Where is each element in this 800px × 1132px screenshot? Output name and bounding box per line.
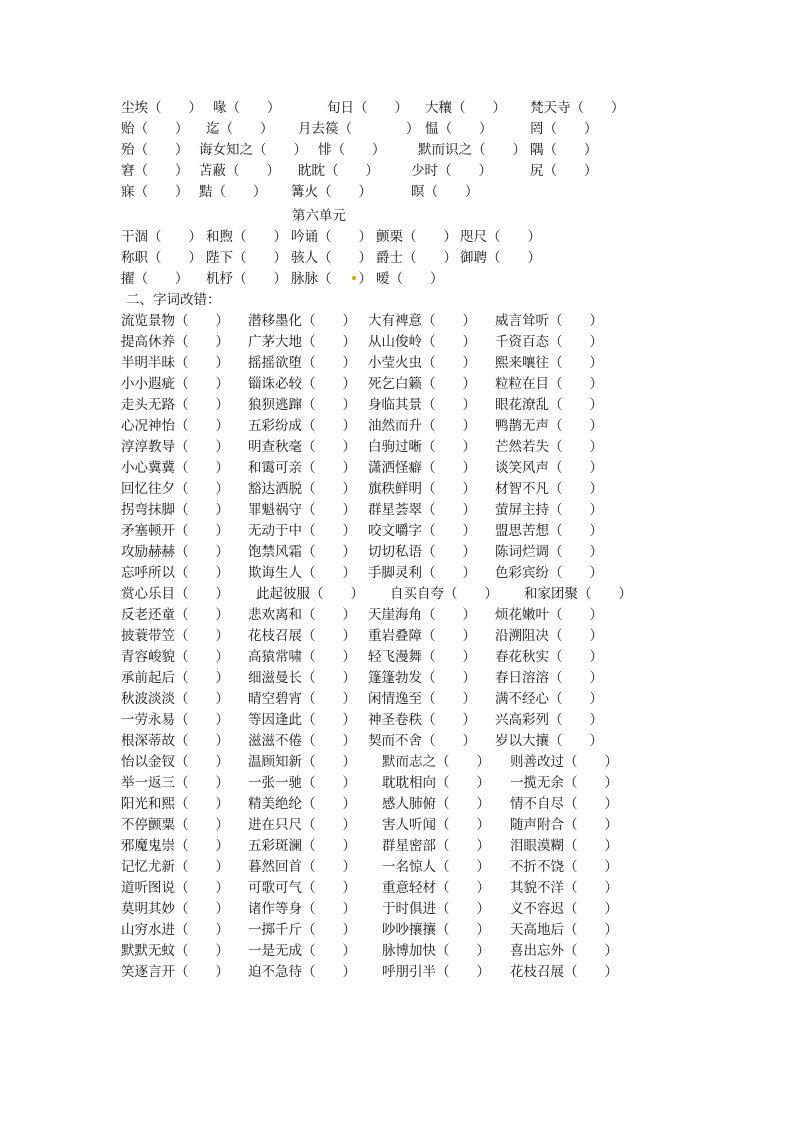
term-item: 谈笑风声（ ） (495, 460, 603, 476)
term-item: 满不经心（ ） (495, 691, 603, 707)
term-item: 御聘（ ） (460, 250, 541, 266)
pinyin-row (0, 182, 800, 202)
term-item: 晴空碧宵（ ） (248, 691, 356, 707)
term-item: 根深蒂故（ ） (121, 733, 229, 749)
term-item: 沿溯阻决（ ） (495, 628, 603, 644)
term-item: 广茅大地（ ） (248, 334, 356, 350)
term-item: 五彩纷成（ ） (248, 418, 356, 434)
term-item: 小心冀冀（ ） (121, 460, 229, 476)
term-item: 盟思苦想（ ） (495, 523, 603, 539)
term-item: 春花秋实（ ） (495, 649, 603, 665)
idiom-row (0, 626, 800, 646)
unit6-row (0, 227, 800, 247)
term-item: 心况神怡（ ） (121, 418, 229, 434)
term-item: 千资百态（ ） (495, 334, 603, 350)
term-item: 忘呼所以（ ） (121, 565, 229, 581)
pinyin-row (0, 98, 800, 118)
pinyin-row (0, 140, 800, 160)
term-item: 嗳（ ） (376, 271, 444, 287)
term-item: 咬文嚼字（ ） (368, 523, 476, 539)
term-item: 随声附合（ ） (510, 817, 618, 833)
term-item: 脉脉（ ） (291, 271, 372, 287)
term-item: 称职（ ） (121, 250, 202, 266)
term-item: 豁达洒脱（ ） (248, 481, 356, 497)
term-item: 欺诲生人（ ） (248, 565, 356, 581)
pinyin-row (0, 119, 800, 139)
idiom-row (0, 458, 800, 478)
idiom-row (0, 794, 800, 814)
term-item: 耽耽相向（ ） (382, 775, 490, 791)
idiom-row (0, 815, 800, 835)
term-item: 神圣卷秩（ ） (368, 712, 476, 728)
term-item: 群星荟翠（ ） (368, 502, 476, 518)
term-item: 记忆尤新（ ） (121, 859, 229, 875)
term-item: 悱（ ） (318, 142, 386, 158)
idiom-row (0, 668, 800, 688)
term-item: 默而识之（ ） (418, 142, 526, 158)
term-item: 花枝召展（ ） (510, 964, 618, 980)
term-item: 重岩叠障（ ） (368, 628, 476, 644)
term-item: 诲女知之（ ） (199, 142, 307, 158)
unit6-row (0, 248, 800, 268)
idiom-row (0, 374, 800, 394)
term-item: 烦花嫩叶（ ） (495, 607, 603, 623)
term-item: 细滋曼长（ ） (248, 670, 356, 686)
term-item: 死乞白籁（ ） (368, 376, 476, 392)
term-item: 饱禁风霜（ ） (248, 544, 356, 560)
term-item: 一劳永易（ ） (121, 712, 229, 728)
term-item: 举一返三（ ） (121, 775, 229, 791)
term-item: 陛下（ ） (206, 250, 287, 266)
term-item: 一掷千斤（ ） (248, 922, 356, 938)
term-item: 走头无路（ ） (121, 397, 229, 413)
term-item: 爵士（ ） (376, 250, 457, 266)
term-item: 滋滋不倦（ ） (248, 733, 356, 749)
term-item: 切切私语（ ） (368, 544, 476, 560)
term-item: 呼朋引半（ ） (382, 964, 490, 980)
term-item: 披蓑带笠（ ） (121, 628, 229, 644)
term-item: 威言耸听（ ） (495, 313, 603, 329)
term-item: 此起彼服（ ） (256, 586, 364, 602)
term-item: 闲情逸至（ ） (368, 691, 476, 707)
term-item: 和霭可亲（ ） (248, 460, 356, 476)
idiom-row (0, 647, 800, 667)
term-item: 温顾知新（ ） (248, 754, 356, 770)
term-item: 明查秋毫（ ） (248, 439, 356, 455)
term-item: 莫明其妙（ ） (121, 901, 229, 917)
term-item: 提高休养（ ） (121, 334, 229, 350)
term-item: 篝火（ ） (291, 184, 372, 200)
term-item: 五彩斑澜（ ） (248, 838, 356, 854)
term-item: 苫蔽（ ） (199, 163, 280, 179)
idiom-row (0, 416, 800, 436)
term-item: 身临其景（ ） (368, 397, 476, 413)
term-item: 默默无蚊（ ） (121, 943, 229, 959)
idiom-row (0, 836, 800, 856)
term-item: 萤屏主持（ ） (495, 502, 603, 518)
term-item: 干涸（ ） (121, 229, 202, 245)
term-item: 矛塞顿开（ ） (121, 523, 229, 539)
term-item: 喜出忘外（ ） (510, 943, 618, 959)
term-item: 默而志之（ ） (382, 754, 490, 770)
term-item: 小莹火虫（ ） (368, 355, 476, 371)
term-item: 芒然若失（ ） (495, 439, 603, 455)
term-item: 笑逐言开（ ） (121, 964, 229, 980)
idiom-row (0, 542, 800, 562)
term-item: 白驹过晰（ ） (368, 439, 476, 455)
term-item: 等因逢此（ ） (248, 712, 356, 728)
term-item: 一名惊人（ ） (382, 859, 490, 875)
term-item: 吟诵（ ） (291, 229, 372, 245)
idiom-row (0, 395, 800, 415)
term-item: 攻励赫赫（ ） (121, 544, 229, 560)
term-item: 一是无成（ ） (248, 943, 356, 959)
idiom-row (0, 563, 800, 583)
term-item: 脉博加快（ ） (382, 943, 490, 959)
term-item: 花枝召展（ ） (248, 628, 356, 644)
term-item: 眈眈（ ） (298, 163, 379, 179)
term-item: 和家团聚（ ） (524, 586, 632, 602)
term-item: 锱诛必较（ ） (248, 376, 356, 392)
term-item: 油然而升（ ） (368, 418, 476, 434)
term-item: 眼花潦乱（ ） (495, 397, 603, 413)
term-item: 拐弯抹脚（ ） (121, 502, 229, 518)
term-item: 邪魔鬼崇（ ） (121, 838, 229, 854)
term-item: 怡以金钗（ ） (121, 754, 229, 770)
term-item: 反老还童（ ） (121, 607, 229, 623)
term-item: 熙来嚷往（ ） (495, 355, 603, 371)
term-item: 进在只尺（ ） (248, 817, 356, 833)
term-item: 阳光和熙（ ） (121, 796, 229, 812)
idiom-row (0, 479, 800, 499)
idiom-row (0, 899, 800, 919)
idiom-row (0, 332, 800, 352)
term-item: 悲欢离和（ ） (248, 607, 356, 623)
term-item: 其貌不洋（ ） (510, 880, 618, 896)
term-item: 吵吵攘攘（ ） (382, 922, 490, 938)
term-item: 潇洒怪癖（ ） (368, 460, 476, 476)
term-item: 罪魁祸守（ ） (248, 502, 356, 518)
term-item: 一揽无余（ ） (510, 775, 618, 791)
idiom-row (0, 857, 800, 877)
unit-title: 第六单元 (292, 208, 346, 224)
term-item: 不折不饶（ ） (510, 859, 618, 875)
term-item: 小小遐疵（ ） (121, 376, 229, 392)
term-item: 隅（ ） (530, 142, 598, 158)
term-item: 赏心乐目（ ） (121, 586, 229, 602)
idiom-row (0, 752, 800, 772)
term-item: 流览景物（ ） (121, 313, 229, 329)
term-item: 青容峻貌（ ） (121, 649, 229, 665)
term-item: 从山俊岭（ ） (368, 334, 476, 350)
term-item: 群星密部（ ） (382, 838, 490, 854)
idiom-row (0, 584, 800, 604)
term-item: 承前起后（ ） (121, 670, 229, 686)
term-item: 骇人（ ） (291, 250, 372, 266)
term-item: 篷篷勃发（ ） (368, 670, 476, 686)
term-item: 轻飞漫舞（ ） (368, 649, 476, 665)
term-item: 暝（ ） (411, 184, 479, 200)
term-item: 色彩宾纷（ ） (495, 565, 603, 581)
term-item: 尘埃（ ） (121, 100, 202, 116)
term-item: 殆（ ） (121, 142, 189, 158)
term-item: 狼狈逃蹿（ ） (248, 397, 356, 413)
term-item: 秋波淡淡（ ） (121, 691, 229, 707)
term-item: 义不容迟（ ） (510, 901, 618, 917)
idiom-row (0, 731, 800, 751)
term-item: 山穷水进（ ） (121, 922, 229, 938)
term-item: 不停颤粟（ ） (121, 817, 229, 833)
term-item: 迄（ ） (206, 121, 274, 137)
term-item: 鸭鹊无声（ ） (495, 418, 603, 434)
term-item: 材智不凡（ ） (495, 481, 603, 497)
term-item: 愠（ ） (425, 121, 493, 137)
term-item: 于时俱进（ ） (382, 901, 490, 917)
idiom-row (0, 521, 800, 541)
idiom-row (0, 689, 800, 709)
idiom-row (0, 920, 800, 940)
term-item: 大有裨意（ ） (368, 313, 476, 329)
term-item: 春日溶溶（ ） (495, 670, 603, 686)
term-item: 诸作等身（ ） (248, 901, 356, 917)
term-item: 和煦（ ） (206, 229, 287, 245)
term-item: 潜移墨化（ ） (248, 313, 356, 329)
term-item: 情不自尽（ ） (510, 796, 618, 812)
term-item: 擢（ ） (121, 271, 189, 287)
term-item: 则善改过（ ） (510, 754, 618, 770)
term-item: 一张一驰（ ） (248, 775, 356, 791)
term-item: 颤栗（ ） (376, 229, 457, 245)
term-item: 岁以大攘（ ） (495, 733, 603, 749)
term-item: 天崖海角（ ） (368, 607, 476, 623)
unit6-row (0, 269, 800, 289)
term-item: 无动于中（ ） (248, 523, 356, 539)
idiom-row (0, 311, 800, 331)
idiom-row (0, 962, 800, 982)
idiom-row (0, 437, 800, 457)
term-item: 旗秩鲜明（ ） (368, 481, 476, 497)
term-item: 粒粒在目（ ） (495, 376, 603, 392)
section-title: 二、字词改错： (126, 292, 221, 308)
term-item: 咫尺（ ） (460, 229, 541, 245)
term-item: 暮然回首（ ） (248, 859, 356, 875)
term-item: 尻（ ） (530, 163, 598, 179)
term-item: 手脚灵利（ ） (368, 565, 476, 581)
idiom-row (0, 710, 800, 730)
term-item: 大穰（ ） (425, 100, 506, 116)
term-item: 机杼（ ） (206, 271, 287, 287)
term-item: 半明半昧（ ） (121, 355, 229, 371)
term-item: 旬日（ ） (327, 100, 408, 116)
term-item: 摇摇欲堕（ ） (248, 355, 356, 371)
idiom-row (0, 878, 800, 898)
term-item: 感人肺俯（ ） (382, 796, 490, 812)
term-item: 自买自夸（ ） (390, 586, 498, 602)
term-item: 陈词烂调（ ） (495, 544, 603, 560)
term-item: 黠（ ） (199, 184, 267, 200)
term-item: 精美绝纶（ ） (248, 796, 356, 812)
term-item: 回忆往夕（ ） (121, 481, 229, 497)
term-item: 寐（ ） (121, 184, 189, 200)
idiom-row (0, 353, 800, 373)
term-item: 道听图说（ ） (121, 880, 229, 896)
term-item: 罔（ ） (530, 121, 598, 137)
term-item: 窘（ ） (121, 163, 189, 179)
term-item: 高猿常啸（ ） (248, 649, 356, 665)
idiom-row (0, 941, 800, 961)
term-item: 少时（ ） (411, 163, 492, 179)
term-item: 贻（ ） (121, 121, 189, 137)
term-item: 可歌可气（ ） (248, 880, 356, 896)
term-item: 梵天寺（ ） (530, 100, 625, 116)
pinyin-row (0, 161, 800, 181)
term-item: 重意轻材（ ） (382, 880, 490, 896)
term-item: 泪眼漠糊（ ） (510, 838, 618, 854)
term-item: 天高地后（ ） (510, 922, 618, 938)
term-item: 喙（ ） (213, 100, 281, 116)
idiom-row (0, 500, 800, 520)
idiom-row (0, 605, 800, 625)
term-item: 契而不舍（ ） (368, 733, 476, 749)
term-item: 月去篌（ ） (298, 121, 420, 137)
term-item: 兴高彩列（ ） (495, 712, 603, 728)
term-item: 迫不急待（ ） (248, 964, 356, 980)
term-item: 淳淳教导（ ） (121, 439, 229, 455)
idiom-row (0, 773, 800, 793)
term-item: 害人听闻（ ） (382, 817, 490, 833)
